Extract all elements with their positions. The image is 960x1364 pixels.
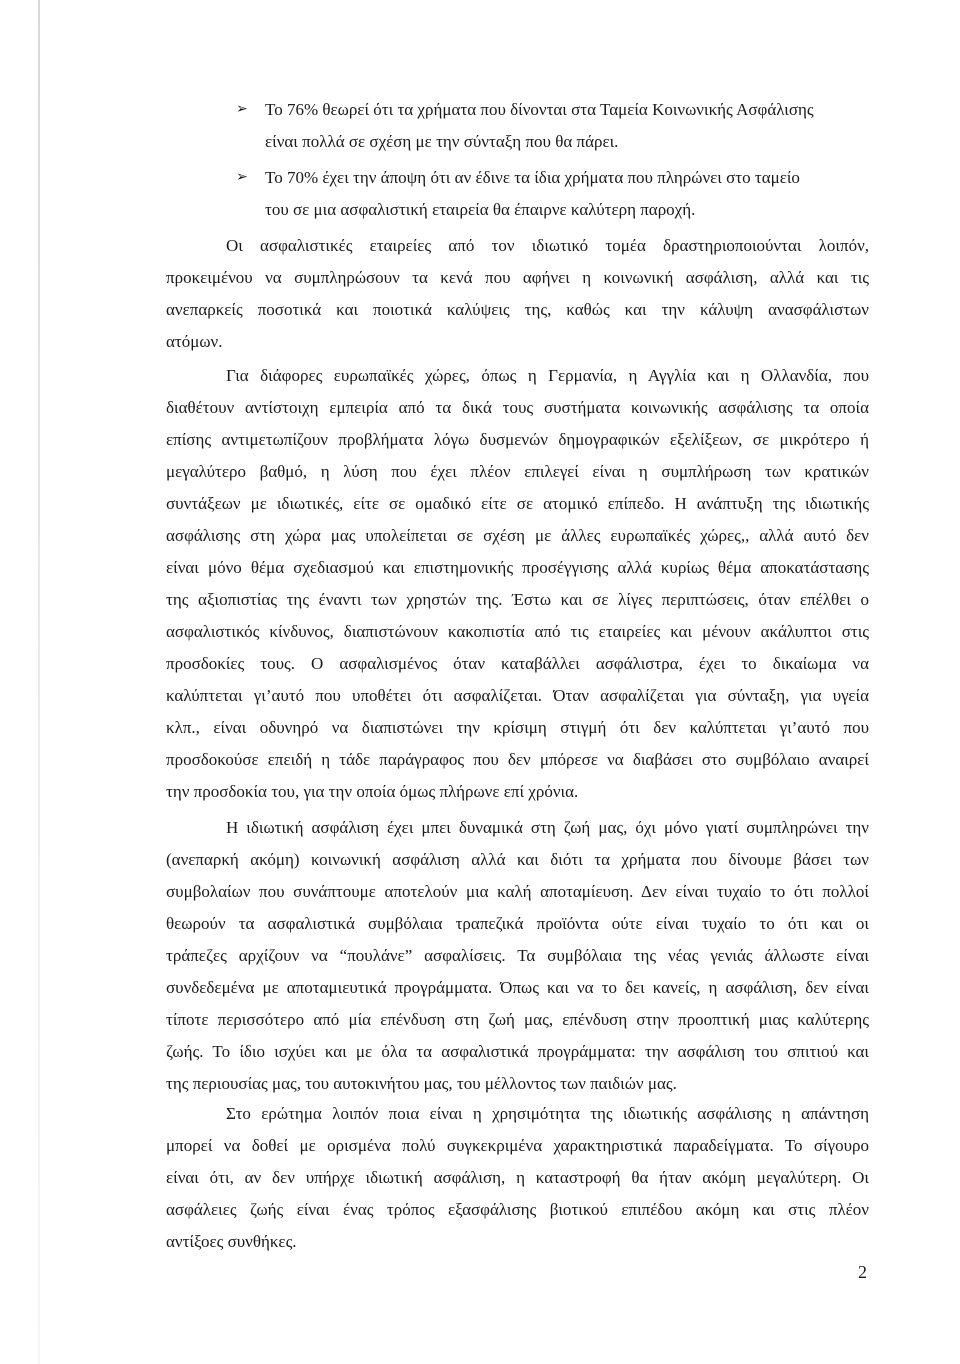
paragraph-line: συμβολαίων που συνάπτουμε αποτελούν μια καλή αποταμίευση. Δεν είναι τυχαίο το ότι πολλοί (166, 882, 869, 901)
paragraph-line: είναι ότι, αν δεν υπήρχε ιδιωτική ασφάλιση, η καταστροφή θα ήταν ακόμη μεγαλύτερη. Οι (166, 1168, 869, 1187)
paragraph-line: προσδοκίες τους. Ο ασφαλισμένος όταν καταβάλλει ασφάλιστρα, έχει το δικαίωμα να (166, 654, 869, 673)
paragraph-line: διαθέτουν αντίστοιχη εμπειρία από τα δικά τους συστήματα κοινωνικής ασφάλισης τα οποία (166, 398, 869, 417)
arrow-bullet-icon: ➢ (236, 102, 248, 117)
paragraph-line: καλύπτεται γι’αυτό που υποθέτει ότι ασφαλίζεται. Όταν ασφαλίζεται για σύνταξη, για υγεία (166, 686, 869, 705)
paragraph-line: προκειμένου να συμπληρώσουν τα κενά που αφήνει η κοινωνική ασφάλιση, αλλά και τις (166, 268, 869, 287)
paragraph-line: είναι μόνο θέμα σχεδιασμού και επιστημονικής προσέγγισης αλλά κυρίως θέμα αποκατάστασης (166, 558, 869, 577)
bullet-line: του σε μια ασφαλιστική εταιρεία θα έπαιρνε καλύτερη παροχή. (265, 200, 696, 219)
paragraph-line: τίποτε περισσότερο από μία επένδυση στη ζωή μας, επένδυση στην προοπτική μιας καλύτερης (166, 1010, 869, 1029)
paragraph (166, 812, 869, 1100)
paragraph-line: ασφάλισης στη χώρα μας υπολείπεται σε σχέση με άλλες ευρωπαϊκές χώρες,, αλλά αυτό δεν (166, 526, 869, 545)
paragraph-line: μπορεί να δοθεί με ορισμένα πολύ συγκεκριμένα χαρακτηριστικά παραδείγματα. Το σίγουρο (166, 1136, 869, 1155)
paragraph-line: αντίξοες συνθήκες. (166, 1232, 297, 1251)
paragraph (166, 360, 869, 808)
paragraph (166, 1098, 869, 1258)
bullet-line: Το 70% έχει την άποψη ότι αν έδινε τα ίδια χρήματα που πληρώνει στο ταμείο (265, 168, 800, 187)
bullet-item (228, 94, 880, 158)
bullet-line: Το 76% θεωρεί ότι τα χρήματα που δίνονται στα Ταμεία Κοινωνικής Ασφάλισης (265, 100, 814, 119)
paragraph-line: συντάξεων με ιδιωτικές, είτε σε ομαδικό είτε σε ατομικό επίπεδο. Η ανάπτυξη της ιδιωτικής (166, 494, 869, 513)
paragraph-line: Στο ερώτημα λοιπόν ποια είναι η χρησιμότητα της ιδιωτικής ασφάλισης η απάντηση (226, 1104, 869, 1123)
paragraph (166, 230, 869, 358)
paragraph-line: επίσης αντιμετωπίζουν προβλήματα λόγω δυσμενών δημογραφικών εξελίξεων, σε μικρότερο ή (166, 430, 869, 449)
arrow-bullet-icon: ➢ (236, 170, 248, 185)
paragraph-line: Η ιδιωτική ασφάλιση έχει μπει δυναμικά στη ζωή μας, όχι μόνο γιατί συμπληρώνει την (226, 818, 869, 837)
paragraph-line: ζωής. Το ίδιο ισχύει και με όλα τα ασφαλιστικά προγράμματα: την ασφάλιση του σπιτιού και (166, 1042, 869, 1061)
paragraph-line: ασφαλιστικός κίνδυνος, διαπιστώνουν κακοπιστία από τις εταιρείες και μένουν ακάλυπτοι στις (166, 622, 869, 641)
bullet-line: είναι πολλά σε σχέση με την σύνταξη που θα πάρει. (265, 132, 619, 151)
paragraph-line: ανεπαρκείς ποσοτικά και ποιοτικά καλύψεις της, καθώς και την κάλυψη ανασφάλιστων (166, 300, 869, 319)
paragraph-line: Για διάφορες ευρωπαϊκές χώρες, όπως η Γερμανία, η Αγγλία και η Ολλανδία, που (226, 366, 869, 385)
paragraph-line: της περιουσίας μας, του αυτοκινήτου μας, του μέλλοντος των παιδιών μας. (166, 1074, 677, 1093)
paragraph-line: κλπ., είναι οδυνηρό να διαπιστώνει την κρίσιμη στιγμή ότι δεν καλύπτεται γι’αυτό που (166, 718, 869, 737)
paragraph-line: της αξιοπιστίας της έναντι των χρηστών της. Έστω και σε λίγες περιπτώσεις, όταν επέλθει ο (166, 590, 869, 609)
paragraph-line: την προσδοκία του, για την οποία όμως πλήρωνε επί χρόνια. (166, 782, 579, 801)
page-number: 2 (858, 1262, 867, 1282)
paragraph-line: θεωρούν τα ασφαλιστικά συμβόλαια τραπεζικά προϊόντα ούτε είναι τυχαίο το ότι και οι (166, 914, 869, 933)
paragraph-line: μεγαλύτερο βαθμό, η λύση που έχει πλέον επιλεγεί είναι η συμπλήρωση των κρατικών (166, 462, 869, 481)
paragraph-line: τράπεζες αρχίζουν να “πουλάνε” ασφαλίσεις. Τα συμβόλαια της νέας γενιάς άλλωστε είναι (166, 946, 869, 965)
paragraph-line: ασφάλειες ζωής είναι ένας τρόπος εξασφάλισης βιοτικού επιπέδου ακόμη και στις πλέον (166, 1200, 869, 1219)
paragraph-line: Οι ασφαλιστικές εταιρείες από τον ιδιωτικό τομέα δραστηριοποιούνται λοιπόν, (226, 236, 869, 255)
paragraph-line: (ανεπαρκή ακόμη) κοινωνική ασφάλιση αλλά και διότι τα χρήματα που δίνουμε βάσει των (166, 850, 869, 869)
bullet-item (228, 162, 880, 226)
paragraph-line: ατόμων. (166, 332, 223, 351)
paragraph-line: συνδεδεμένα με αποταμιευτικά προγράμματα. Όπως και να το δει κανείς, η ασφάλιση, δεν είναι (166, 978, 869, 997)
paragraph-line: προσδοκούσε επειδή η τάδε παράγραφος που δεν μπόρεσε να διαβάσει στο συμβόλαιο αναιρεί (166, 750, 869, 769)
